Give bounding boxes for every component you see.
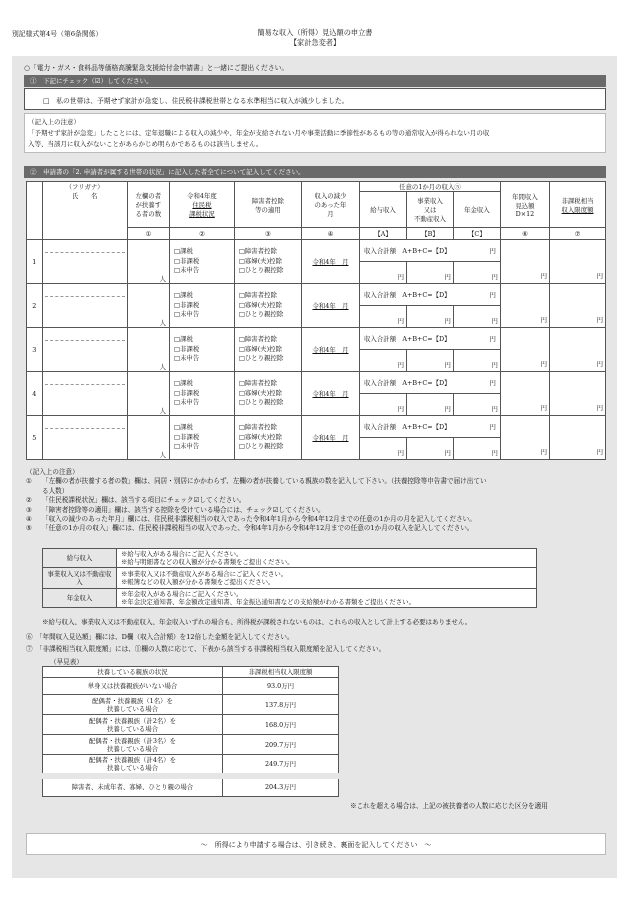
month-value: 令和4年 月 [312, 346, 349, 354]
tax-status-cell[interactable] [170, 284, 235, 328]
yen-b: 円 [444, 317, 451, 325]
yen-limit: 円 [596, 448, 603, 456]
h-limit-2: 収入限度額 [561, 205, 594, 214]
limit-h2: 非課税相当収入限度額 [223, 667, 339, 678]
unfiled-checkbox[interactable]: □未申告 [174, 442, 200, 451]
kind-line2: ※給与明細書などの収入額が分かる書類をご提出ください。 [121, 558, 294, 566]
limit-condition: 配偶者・扶養親族（計4名）を 扶養している場合 [43, 755, 223, 777]
person-unit: 人 [159, 451, 167, 459]
name-cell[interactable] [42, 284, 127, 328]
single-parent-checkbox[interactable]: □ひとり親控除 [238, 442, 284, 451]
limit-amount: 204.3万円 [223, 776, 339, 796]
col-dependents [127, 182, 169, 228]
annual-cell[interactable] [500, 328, 549, 372]
num-dis: ③ [234, 228, 301, 240]
col-monthly-income: 任意の1か月の収入⑤ [360, 182, 501, 192]
col-name-label: 氏 名 [71, 192, 98, 200]
month-value: 令和4年 月 [312, 390, 349, 398]
single-parent-checkbox[interactable]: □ひとり親控除 [238, 354, 284, 363]
dependents-cell[interactable] [127, 328, 169, 372]
yen-limit: 円 [596, 360, 603, 368]
h-limit-1: 非課税相当 [561, 196, 594, 205]
note-number: ③ [26, 505, 32, 514]
kind-line1: ※年金収入がある場合にご記入ください。 [121, 590, 243, 598]
nontax-checkbox[interactable]: □非課税 [174, 432, 200, 441]
limit-condition: 配偶者・扶養親族（計2名）を 扶養している場合 [43, 715, 223, 735]
label-b: 【B】 [406, 228, 453, 240]
dependents-cell[interactable] [127, 372, 169, 416]
widow-checkbox[interactable]: □寡婦(夫)控除 [238, 256, 282, 265]
limit-cell[interactable] [550, 240, 606, 284]
limit-condition: 単身又は扶養親族がいない場合 [43, 678, 223, 695]
kind-line2: ※帳簿などの収入額が分かる書類をご提出ください。 [121, 578, 275, 586]
limit-condition: 障害者、未成年者、寡婦、ひとり親の場合 [43, 776, 223, 796]
sum-yen: 円 [489, 379, 496, 387]
h-month-3: 月 [327, 210, 334, 218]
income-kind-row [43, 568, 537, 589]
dependents-cell[interactable] [127, 284, 169, 328]
yen-a: 円 [397, 405, 404, 413]
num-annual: ⑥ [500, 228, 549, 240]
h-tax-2: 住民税 [192, 201, 212, 209]
limit-amount: 168.0万円 [223, 715, 339, 735]
income-kind-desc [117, 568, 537, 589]
limit-table [42, 666, 339, 797]
sum-label: 収入合計額 A+B+C=【D】 [364, 423, 451, 431]
disability-cell[interactable] [234, 372, 301, 416]
sum-label: 収入合計額 A+B+C=【D】 [364, 247, 451, 255]
limit-cell[interactable] [550, 416, 606, 460]
disability-checkbox[interactable]: □障害者控除 [238, 379, 277, 388]
annual-cell[interactable] [500, 372, 549, 416]
person-unit: 人 [159, 407, 167, 415]
h-dep-2: が扶養す [135, 201, 162, 209]
limit-amount: 93.0万円 [223, 678, 339, 695]
month-value: 令和4年 月 [312, 302, 349, 310]
h-dis-2: 等の適用 [255, 205, 281, 214]
limit-row [43, 755, 339, 777]
note-number: ② [26, 496, 32, 505]
yen-b: 円 [444, 361, 451, 369]
income-cell[interactable] [360, 328, 501, 372]
h-annual-3: D×12 [515, 209, 535, 218]
col-disability [234, 182, 301, 228]
month-cell[interactable] [301, 416, 359, 460]
limit-row [43, 776, 339, 796]
single-parent-checkbox[interactable]: □ひとり親控除 [238, 310, 284, 319]
yen-c: 円 [491, 405, 498, 413]
col-business [406, 192, 453, 228]
limit-row [43, 695, 339, 715]
yen-b: 円 [444, 449, 451, 457]
income-kind-name: 給与収入 [43, 549, 117, 568]
sum-label: 収入合計額 A+B+C=【D】 [364, 379, 451, 387]
yen-a: 円 [397, 317, 404, 325]
income-kind-name: 事業収入又は不動産収入 [43, 568, 117, 589]
tax-checkbox[interactable]: □課税 [174, 335, 193, 344]
household-check[interactable]: □ 私の世帯は、予期せず家計が急変し、住民税非課税世帯となる水準相当に収入が減少しました。 [43, 97, 349, 105]
note6: ⑥ 「年間収入見込額」欄には、D欄（収入合計額）を12倍した金額を記入してください。 [26, 633, 294, 641]
income-cell[interactable] [360, 372, 501, 416]
pension-input[interactable] [454, 262, 500, 283]
limit-h1: 扶養している親族の状況 [43, 667, 223, 678]
income-kind-name: 年金収入 [43, 589, 117, 608]
table-row [27, 372, 606, 416]
tax-status-cell[interactable] [170, 328, 235, 372]
limit-condition: 配偶者・扶養親族（1名）を 扶養している場合 [43, 695, 223, 715]
num-tax: ② [170, 228, 235, 240]
label-c: 【C】 [453, 228, 500, 240]
note1-box [24, 113, 606, 153]
disability-checkbox[interactable]: □障害者控除 [238, 291, 277, 300]
row-number: 1 [27, 240, 43, 284]
limit-row [43, 678, 339, 695]
disability-cell[interactable] [234, 284, 301, 328]
business-input[interactable] [407, 262, 454, 283]
yen-c: 円 [491, 273, 498, 281]
quick-label: （早見表） [50, 658, 83, 666]
salary-input[interactable] [360, 394, 407, 415]
salary-input[interactable] [360, 306, 407, 327]
yen-c: 円 [491, 317, 498, 325]
salary-input[interactable] [360, 438, 407, 459]
sum-yen: 円 [489, 423, 496, 431]
note-text: 「左欄の者が扶養する者の数」欄は、同居・別居にかかわらず、左欄の者が扶養している親族の数を記入して下さい。（扶養控除等申告書で届け出てい [42, 477, 487, 486]
unfiled-checkbox[interactable]: □未申告 [174, 310, 200, 319]
note-item [26, 477, 606, 486]
note-number: ① [26, 477, 32, 486]
h-month-2: のあった年 [314, 201, 347, 209]
notes2-head: （記入上の注意） [26, 468, 79, 476]
note7: ⑦ 「非課税相当収入限度額」には、①欄の人数に応じて、下表から該当する非課税相当収入限度額を記入してください。 [26, 645, 386, 653]
row-number: 3 [27, 328, 43, 372]
month-value: 令和4年 月 [312, 434, 349, 442]
yen-limit: 円 [596, 272, 603, 280]
single-parent-checkbox[interactable]: □ひとり親控除 [238, 398, 284, 407]
yen-annual: 円 [540, 272, 548, 280]
widow-checkbox[interactable]: □寡婦(夫)控除 [238, 388, 282, 397]
annual-cell[interactable] [500, 240, 549, 284]
income-cell[interactable] [360, 416, 501, 460]
limit-cell[interactable] [550, 284, 606, 328]
limit-amount: 209.7万円 [223, 735, 339, 755]
form-title-block [0, 28, 630, 48]
disability-cell[interactable] [234, 328, 301, 372]
month-value: 令和4年 月 [312, 258, 349, 266]
limit-amount: 249.7万円 [223, 755, 339, 777]
month-cell[interactable] [301, 328, 359, 372]
widow-checkbox[interactable]: □寡婦(夫)控除 [238, 432, 282, 441]
limit-condition: 配偶者・扶養親族（計3名）を 扶養している場合 [43, 735, 223, 755]
col-pension: 年金収入 [453, 192, 500, 228]
limit-cell[interactable] [550, 372, 606, 416]
widow-checkbox[interactable]: □寡婦(夫)控除 [238, 344, 282, 353]
note-text: 「住民税課税状況」欄は、該当する項目にチェック☑してください。 [42, 496, 246, 505]
income-cell[interactable] [360, 284, 501, 328]
annual-cell[interactable] [500, 284, 549, 328]
col-name-kana: （フリガナ） [65, 183, 104, 191]
note-item [26, 524, 606, 533]
unfiled-checkbox[interactable]: □未申告 [174, 354, 200, 363]
col-annual [500, 182, 549, 228]
col-name [42, 182, 127, 240]
yen-c: 円 [491, 449, 498, 457]
h-biz-1: 事業収入 [417, 197, 443, 205]
nontax-checkbox[interactable]: □非課税 [174, 256, 200, 265]
person-unit: 人 [159, 319, 167, 327]
h-annual-1: 年間収入 [512, 192, 538, 201]
sum-yen: 円 [489, 247, 496, 255]
row-number: 2 [27, 284, 43, 328]
form-number: 別記様式第4号（第6条関係） [12, 30, 103, 38]
label-a: 【A】 [360, 228, 407, 240]
note1-line1: 「予期せず家計が急変」したことには、定年退職による収入の減少や、年金が支給されない月や事業活動に季節性があるもの等の通常収入が得られない月の収 [28, 129, 490, 137]
note-text: 「障害者控除等の適用」欄は、該当する控除を受けている場合には、チェック☑してください。 [42, 505, 325, 514]
person-unit: 人 [159, 363, 167, 371]
kind-line2: ※年金決定通知書、年金額改定通知書、年金振込通知書などの支給額がわかる書類をご提出ください。 [121, 598, 415, 606]
note1-head: （記入上の注意） [28, 118, 80, 126]
yen-a: 円 [397, 361, 404, 369]
month-cell[interactable] [301, 284, 359, 328]
income-kind-row [43, 589, 537, 608]
pension-input[interactable] [454, 438, 500, 459]
salary-input[interactable] [360, 350, 407, 371]
month-cell[interactable] [301, 240, 359, 284]
sum-label: 収入合計額 A+B+C=【D】 [364, 335, 451, 343]
note-text: 「収入の減少のあった年月」欄には、住民税非課税相当の収入であった令和4年1月から令和4年12月までの任意の1か月の月を記入してください。 [42, 515, 476, 524]
name-cell[interactable] [42, 328, 127, 372]
tax-status-cell[interactable] [170, 240, 235, 284]
business-input[interactable] [407, 306, 454, 327]
col-tax-status [170, 182, 235, 228]
unfiled-checkbox[interactable]: □未申告 [174, 266, 200, 275]
tax-checkbox[interactable]: □課税 [174, 291, 193, 300]
table-row [27, 328, 606, 372]
month-cell[interactable] [301, 372, 359, 416]
section1-box [24, 88, 606, 110]
col-row-no [27, 182, 43, 240]
limit-row [43, 715, 339, 735]
limit-cell[interactable] [550, 328, 606, 372]
yen-a: 円 [397, 273, 404, 281]
tax-checkbox[interactable]: □課税 [174, 379, 193, 388]
pension-input[interactable] [454, 350, 500, 371]
yen-annual: 円 [540, 360, 548, 368]
yen-limit: 円 [596, 404, 603, 412]
h-dep-3: る者の数 [135, 210, 162, 218]
nontax-checkbox[interactable]: □非課税 [174, 344, 200, 353]
tax-checkbox[interactable]: □課税 [174, 423, 193, 432]
name-cell[interactable] [42, 372, 127, 416]
limit-row [43, 735, 339, 755]
footer-note: 〜 所得により申請する場合は、引き続き、裏面を記入してください 〜 [26, 833, 606, 855]
h-tax-1: 令和4年度 [187, 192, 217, 200]
tax-checkbox[interactable]: □課税 [174, 247, 193, 256]
income-kind-table [42, 548, 537, 608]
name-cell[interactable] [42, 416, 127, 460]
disability-checkbox[interactable]: □障害者控除 [238, 423, 277, 432]
pension-input[interactable] [454, 306, 500, 327]
nontax-checkbox[interactable]: □非課税 [174, 388, 200, 397]
col-salary: 給与収入 [360, 192, 407, 228]
form-title: 簡易な収入（所得）見込額の申立書 [257, 28, 373, 37]
col-month [301, 182, 359, 228]
tax-status-cell[interactable] [170, 372, 235, 416]
table-row [27, 240, 606, 284]
section2-bar: ② 申請書の「2. 申請者が属する世帯の状況」に記入した者全てについて記入してください。 [24, 166, 606, 178]
note-item [26, 496, 606, 505]
num-limit: ⑦ [550, 228, 606, 240]
h-dep-1: 左欄の者 [135, 192, 162, 200]
note-text: る人数） [42, 486, 69, 495]
income-kind-desc [117, 549, 537, 568]
disability-cell[interactable] [234, 240, 301, 284]
col-limit [550, 182, 606, 228]
yen-annual: 円 [540, 448, 548, 456]
person-unit: 人 [159, 275, 167, 283]
h-biz-3: 不動産収入 [413, 215, 446, 223]
h-dis-1: 障害者控除 [251, 196, 284, 205]
yen-limit: 円 [596, 316, 603, 324]
annual-cell[interactable] [500, 416, 549, 460]
h-annual-2: 見込額 [515, 201, 535, 210]
pension-input[interactable] [454, 394, 500, 415]
single-parent-checkbox[interactable]: □ひとり親控除 [238, 266, 284, 275]
sum-label: 収入合計額 A+B+C=【D】 [364, 291, 451, 299]
unfiled-checkbox[interactable]: □未申告 [174, 398, 200, 407]
tax-status-cell[interactable] [170, 416, 235, 460]
disability-checkbox[interactable]: □障害者控除 [238, 335, 277, 344]
income-kind-row [43, 549, 537, 568]
yen-b: 円 [444, 273, 451, 281]
note-item [26, 487, 606, 496]
salary-input[interactable] [360, 262, 407, 283]
limit-amount: 137.8万円 [223, 695, 339, 715]
yen-annual: 円 [540, 316, 548, 324]
row-number: 5 [27, 416, 43, 460]
table-row [27, 284, 606, 328]
household-table [26, 181, 606, 460]
notes2 [26, 468, 606, 534]
disability-cell[interactable] [234, 416, 301, 460]
intro-text: ○「電力・ガス・食料品等価格高騰緊急支援給付金申請書」と一緒にご提出ください。 [24, 64, 289, 72]
note-number: ④ [26, 515, 32, 524]
business-input[interactable] [407, 438, 454, 459]
kinds-note: ※給与収入、事業収入又は不動産収入、年金収入いずれの場合も、所得税が課税されないものは、これらの収入として計上する必要はありません。 [42, 618, 472, 626]
dependents-cell[interactable] [127, 416, 169, 460]
widow-checkbox[interactable]: □寡婦(夫)控除 [238, 300, 282, 309]
note-number: ⑤ [26, 524, 32, 533]
h-month-1: 収入の減少 [314, 192, 347, 200]
business-input[interactable] [407, 394, 454, 415]
form-subtitle: 【家計急変者】 [289, 38, 341, 47]
income-kind-desc [117, 589, 537, 608]
table-row [27, 416, 606, 460]
yen-annual: 円 [540, 404, 548, 412]
kind-line1: ※事業収入又は不動産収入がある場合にご記入ください。 [121, 570, 288, 578]
note-text: 「任意の1か月の収入」欄には、住民税非課税相当の収入であった、令和4年1月から令和4年12月までの任意の1か月の収入を記入してください。 [42, 524, 474, 533]
name-cell[interactable] [42, 240, 127, 284]
business-input[interactable] [407, 350, 454, 371]
note-item [26, 506, 606, 515]
sum-yen: 円 [489, 291, 496, 299]
num-dep: ① [127, 228, 169, 240]
income-cell[interactable] [360, 240, 501, 284]
section1-bar: ① 下記にチェック（☑）してください。 [24, 75, 606, 87]
yen-a: 円 [397, 449, 404, 457]
kind-line1: ※給与収入がある場合にご記入ください。 [121, 550, 243, 558]
row-number: 4 [27, 372, 43, 416]
h-biz-2: 又は [423, 206, 437, 214]
h-tax-3: 課税状況 [189, 210, 215, 218]
dependents-cell[interactable] [127, 240, 169, 284]
note-number [26, 487, 42, 496]
num-month: ④ [301, 228, 359, 240]
sum-yen: 円 [489, 335, 496, 343]
disability-checkbox[interactable]: □障害者控除 [238, 247, 277, 256]
over-note: ※これを超える場合は、上記の被扶養者の人数に応じた区分を適用 [350, 802, 548, 810]
yen-c: 円 [491, 361, 498, 369]
note1-line2: 入等、当該月に収入がないことがあらかじめ明らかであるものは該当しません。 [28, 140, 263, 148]
yen-b: 円 [444, 405, 451, 413]
nontax-checkbox[interactable]: □非課税 [174, 300, 200, 309]
